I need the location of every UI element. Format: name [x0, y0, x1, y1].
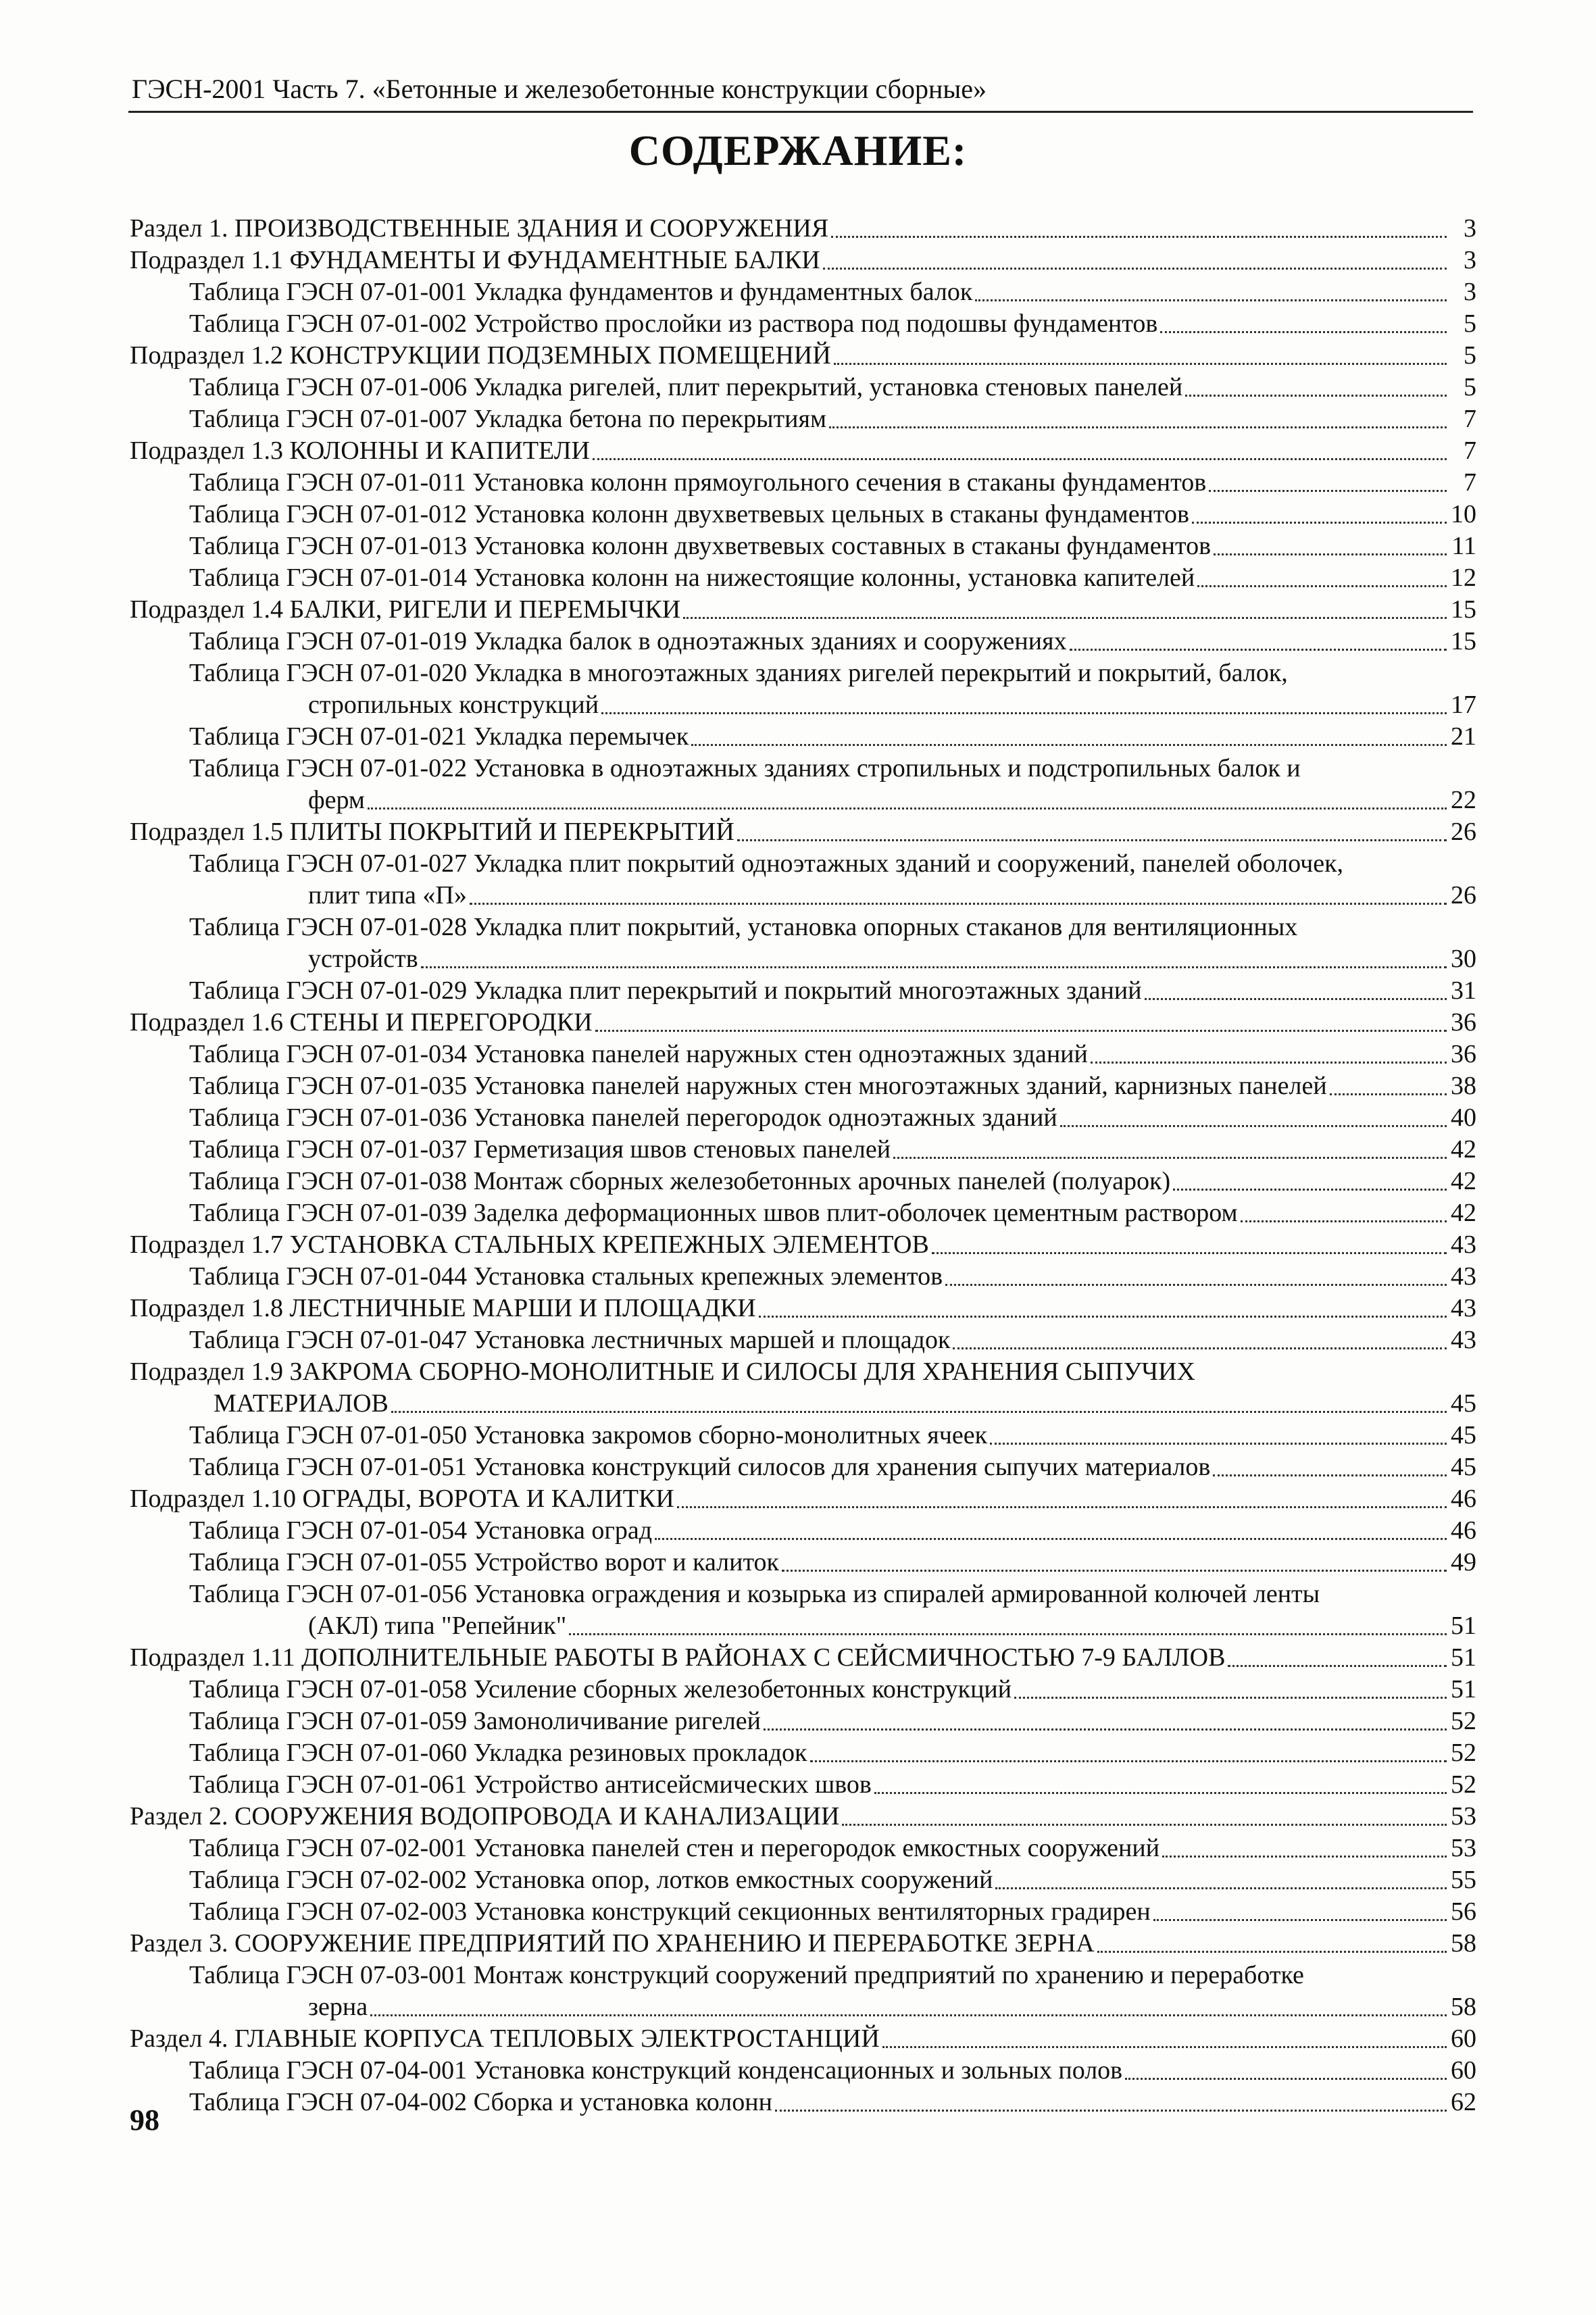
toc-entry — [130, 975, 1476, 1007]
toc-entry-text: Таблица ГЭСН 07-01-054 Установка оград — [189, 1516, 653, 1545]
toc-entry-text: Таблица ГЭСН 07-01-029 Укладка плит перекрытий и покрытий многоэтажных зданий — [189, 976, 1142, 1005]
toc-page-number: 12 — [1451, 564, 1476, 592]
toc-entry-text: Таблица ГЭСН 07-01-022 Установка в одноэтажных зданиях стропильных и подстропильных балок и — [189, 754, 1301, 782]
toc-page-number: 15 — [1451, 595, 1476, 624]
toc-entry — [130, 785, 1476, 816]
toc-entry-line — [130, 753, 1476, 785]
toc-entry-text: Таблица ГЭСН 07-02-003 Установка конструкций секционных вентиляторных градирен — [189, 1897, 1151, 1926]
dot-leader — [1097, 1950, 1447, 1953]
toc-page-number: 36 — [1451, 1008, 1476, 1037]
toc-entry — [130, 1547, 1476, 1578]
toc-entry-text: Таблица ГЭСН 07-01-038 Монтаж сборных железобетонных арочных панелей (полуарок) — [189, 1167, 1171, 1195]
dot-leader — [842, 1823, 1447, 1826]
dot-leader — [1209, 489, 1447, 492]
toc-page-number: 58 — [1451, 1993, 1476, 2021]
toc-page-number: 51 — [1451, 1612, 1476, 1640]
running-header: ГЭСН-2001 Часть 7. «Бетонные и железобетонные конструкции сборные» — [132, 74, 987, 104]
toc-entry — [130, 1102, 1476, 1134]
toc-page-number: 26 — [1451, 818, 1476, 846]
toc-page-number: 17 — [1451, 691, 1476, 719]
toc-entry-text: Таблица ГЭСН 07-01-055 Устройство ворот и калиток — [189, 1548, 780, 1576]
dot-leader — [655, 1537, 1447, 1540]
toc-entry — [130, 1293, 1476, 1324]
dot-leader — [1192, 521, 1447, 524]
toc-page-number: 22 — [1451, 786, 1476, 814]
dot-leader — [831, 235, 1447, 238]
toc-page-number: 62 — [1451, 2088, 1476, 2116]
toc-page-number: 43 — [1451, 1230, 1476, 1259]
toc-entry-text-continued: (АКЛ) типа "Репейник" — [308, 1612, 567, 1640]
toc-entry — [130, 1706, 1476, 1737]
dot-leader — [677, 1505, 1447, 1508]
toc-entry — [130, 308, 1476, 340]
toc-page-number: 42 — [1451, 1167, 1476, 1195]
dot-leader — [391, 1410, 1447, 1413]
toc-entry-text: Подраздел 1.2 КОНСТРУКЦИИ ПОДЗЕМНЫХ ПОМЕЩЕНИЙ — [130, 341, 831, 370]
toc-page-number: 3 — [1464, 214, 1476, 243]
dot-leader — [1213, 1474, 1447, 1476]
toc-page-number: 31 — [1451, 976, 1476, 1005]
toc-entry-text: Таблица ГЭСН 07-01-060 Укладка резиновых прокладок — [189, 1739, 807, 1767]
dot-leader — [595, 1029, 1447, 1032]
toc-entry-text: Таблица ГЭСН 07-01-001 Укладка фундаментов и фундаментных балок — [189, 278, 973, 306]
dot-leader — [569, 1633, 1447, 1635]
toc-page-number: 45 — [1451, 1389, 1476, 1418]
dot-leader — [1160, 330, 1447, 333]
dot-leader — [421, 966, 1447, 968]
page-number: 98 — [130, 2104, 159, 2137]
toc-entry — [130, 1864, 1476, 1896]
toc-entry-text: Таблица ГЭСН 07-01-007 Укладка бетона по перекрытиям — [189, 405, 826, 433]
dot-leader — [737, 839, 1447, 841]
toc-entry — [130, 403, 1476, 435]
dot-leader — [1241, 1220, 1447, 1222]
toc-entry — [130, 721, 1476, 753]
toc-entry-text: Таблица ГЭСН 07-04-001 Установка конструкций конденсационных и зольных полов — [189, 2056, 1123, 2085]
toc-entry-text: Таблица ГЭСН 07-01-013 Установка колонн двухветвевых составных в стаканы фундаментов — [189, 532, 1212, 560]
toc-page-number: 42 — [1451, 1199, 1476, 1227]
toc-entry-text: Таблица ГЭСН 07-01-035 Установка панелей наружных стен многоэтажных зданий, карнизных панелей — [189, 1072, 1327, 1100]
toc-page-number: 10 — [1451, 500, 1476, 528]
toc-page-number: 43 — [1451, 1294, 1476, 1322]
dot-leader — [370, 2014, 1447, 2016]
toc-page-number: 43 — [1451, 1262, 1476, 1291]
dot-leader — [829, 426, 1447, 428]
toc-entry-text: Таблица ГЭСН 07-01-036 Установка панелей перегородок одноэтажных зданий — [189, 1103, 1057, 1132]
toc-entry — [130, 499, 1476, 530]
toc-entry — [130, 594, 1476, 626]
dot-leader — [782, 1569, 1447, 1572]
dot-leader — [683, 616, 1447, 619]
toc-entry — [130, 2023, 1476, 2055]
toc-entry — [130, 1483, 1476, 1515]
toc-entry — [130, 276, 1476, 308]
toc-entry-text: Таблица ГЭСН 07-01-020 Укладка в многоэтажных зданиях ригелей перекрытий и покрытий, балок, — [189, 659, 1288, 687]
toc-entry — [130, 1166, 1476, 1197]
toc-entry — [130, 1515, 1476, 1547]
toc-page-number: 49 — [1451, 1548, 1476, 1576]
toc-entry — [130, 1642, 1476, 1674]
dot-leader — [601, 712, 1447, 714]
toc-entry-text: Подраздел 1.8 ЛЕСТНИЧНЫЕ МАРШИ И ПЛОЩАДКИ — [130, 1294, 756, 1322]
toc-entry-text: Таблица ГЭСН 07-01-019 Укладка балок в одноэтажных зданиях и сооружениях — [189, 627, 1067, 655]
dot-leader — [882, 2045, 1447, 2048]
toc-entry-text-continued: ферм — [308, 786, 365, 814]
toc-entry-line — [130, 1960, 1476, 1991]
toc-page-number: 46 — [1451, 1485, 1476, 1513]
dot-leader — [775, 2109, 1447, 2112]
toc-entry-text: Таблица ГЭСН 07-01-050 Установка закромов сборно-монолитных ячеек — [189, 1421, 988, 1449]
dot-leader — [1214, 553, 1447, 555]
toc-entry-text: Таблица ГЭСН 07-01-027 Укладка плит покрытий одноэтажных зданий и сооружений, панелей оболочек, — [189, 849, 1344, 878]
toc-entry — [130, 880, 1476, 912]
toc-entry — [130, 1991, 1476, 2023]
toc-entry — [130, 2055, 1476, 2087]
dot-leader — [823, 267, 1447, 270]
dot-leader — [593, 457, 1447, 460]
toc-page-number: 60 — [1451, 2024, 1476, 2053]
toc-page-number: 52 — [1451, 1739, 1476, 1767]
toc-entry — [130, 1261, 1476, 1293]
dot-leader — [1145, 997, 1447, 1000]
toc-entry-text: Подраздел 1.6 СТЕНЫ И ПЕРЕГОРОДКИ — [130, 1008, 593, 1037]
toc-page-number: 3 — [1464, 246, 1476, 274]
toc-entry-text: Таблица ГЭСН 07-01-058 Усиление сборных железобетонных конструкций — [189, 1675, 1012, 1703]
toc-entry-text: Таблица ГЭСН 07-01-051 Установка конструкций силосов для хранения сыпучих материалов — [189, 1453, 1211, 1481]
toc-page-number: 7 — [1464, 405, 1476, 433]
toc-entry — [130, 1324, 1476, 1356]
toc-entry-text: Таблица ГЭСН 07-01-021 Укладка перемычек — [189, 722, 689, 751]
toc-page-number: 51 — [1451, 1643, 1476, 1672]
toc-entry-text: Таблица ГЭСН 07-01-028 Укладка плит покрытий, установка опорных стаканов для вентиляционных — [189, 913, 1298, 941]
toc-page-number: 46 — [1451, 1516, 1476, 1545]
toc-entry-text: Подраздел 1.10 ОГРАДЫ, ВОРОТА И КАЛИТКИ — [130, 1485, 674, 1513]
table-of-contents — [130, 213, 1476, 2118]
dot-leader — [759, 1315, 1447, 1318]
toc-entry-text: Таблица ГЭСН 07-01-002 Устройство прослойки из раствора под подошвы фундаментов — [189, 309, 1158, 338]
dot-leader — [834, 362, 1447, 365]
toc-entry-text: Раздел 3. СООРУЖЕНИЕ ПРЕДПРИЯТИЙ ПО ХРАНЕНИЮ И ПЕРЕРАБОТКЕ ЗЕРНА — [130, 1929, 1095, 1958]
toc-entry-text: Таблица ГЭСН 07-03-001 Монтаж конструкций сооружений предприятий по хранению и переработке — [189, 1961, 1304, 1989]
toc-entry — [130, 1737, 1476, 1769]
toc-page-number: 30 — [1451, 945, 1476, 973]
toc-entry-text-continued: стропильных конструкций — [308, 691, 599, 719]
dot-leader — [1091, 1061, 1447, 1064]
page-title: СОДЕРЖАНИЕ: — [628, 126, 968, 174]
dot-leader — [1125, 2077, 1447, 2080]
toc-entry — [130, 1197, 1476, 1229]
dot-leader — [1162, 1855, 1447, 1858]
toc-entry-text: Таблица ГЭСН 07-01-006 Укладка ригелей, плит перекрытий, установка стеновых панелей — [189, 373, 1183, 401]
toc-page-number: 51 — [1451, 1675, 1476, 1703]
toc-entry-text: Таблица ГЭСН 07-01-061 Устройство антисейсмических швов — [189, 1770, 872, 1799]
toc-entry — [130, 1769, 1476, 1801]
toc-entry-text: Таблица ГЭСН 07-01-011 Установка колонн прямоугольного сечения в стаканы фундаментов — [189, 468, 1207, 497]
toc-page-number: 52 — [1451, 1770, 1476, 1799]
toc-page-number: 42 — [1451, 1135, 1476, 1164]
toc-page-number: 43 — [1451, 1326, 1476, 1354]
dot-leader — [1330, 1093, 1447, 1095]
toc-entry — [130, 562, 1476, 594]
dot-leader — [1197, 584, 1447, 587]
toc-entry-text: Подраздел 1.5 ПЛИТЫ ПОКРЫТИЙ И ПЕРЕКРЫТИЙ — [130, 818, 734, 846]
dot-leader — [1070, 648, 1447, 651]
toc-entry — [130, 1674, 1476, 1706]
toc-entry-text: Раздел 4. ГЛАВНЫЕ КОРПУСА ТЕПЛОВЫХ ЭЛЕКТРОСТАНЦИЙ — [130, 2024, 880, 2053]
toc-entry — [130, 213, 1476, 245]
toc-entry-text: Подраздел 1.3 КОЛОННЫ И КАПИТЕЛИ — [130, 437, 590, 465]
toc-entry-text-continued: устройств — [308, 945, 418, 973]
toc-page-number: 56 — [1451, 1897, 1476, 1926]
toc-entry-text: Подраздел 1.1 ФУНДАМЕНТЫ И ФУНДАМЕНТНЫЕ БАЛКИ — [130, 246, 820, 274]
toc-page-number: 5 — [1464, 341, 1476, 370]
dot-leader — [932, 1251, 1447, 1254]
toc-entry-line — [130, 1356, 1476, 1388]
toc-entry — [130, 1451, 1476, 1483]
toc-entry — [130, 1896, 1476, 1928]
toc-entry-text: Подраздел 1.9 ЗАКРОМА СБОРНО-МОНОЛИТНЫЕ И СИЛОСЫ ДЛЯ ХРАНЕНИЯ СЫПУЧИХ — [130, 1358, 1195, 1386]
toc-page-number: 3 — [1464, 278, 1476, 306]
toc-page-number: 11 — [1451, 532, 1476, 560]
dot-leader — [1185, 394, 1447, 397]
toc-entry — [130, 626, 1476, 657]
toc-page-number: 40 — [1451, 1103, 1476, 1132]
toc-entry-text: Таблица ГЭСН 07-01-037 Герметизация швов стеновых панелей — [189, 1135, 891, 1164]
toc-entry-text: Подраздел 1.11 ДОПОЛНИТЕЛЬНЫЕ РАБОТЫ В РАЙОНАХ С СЕЙСМИЧНОСТЬЮ 7-9 БАЛЛОВ — [130, 1643, 1226, 1672]
toc-page-number: 26 — [1451, 881, 1476, 910]
toc-entry — [130, 1134, 1476, 1166]
toc-page-number: 36 — [1451, 1040, 1476, 1068]
dot-leader — [995, 1887, 1447, 1889]
toc-page-number: 53 — [1451, 1834, 1476, 1862]
toc-entry-line — [130, 848, 1476, 880]
dot-leader — [470, 902, 1447, 905]
toc-entry-text: Раздел 2. СООРУЖЕНИЯ ВОДОПРОВОДА И КАНАЛИЗАЦИИ — [130, 1802, 840, 1831]
dot-leader — [1060, 1124, 1447, 1127]
toc-entry — [130, 1070, 1476, 1102]
toc-entry — [130, 1039, 1476, 1070]
toc-entry-line — [130, 912, 1476, 943]
dot-leader — [945, 1283, 1447, 1286]
toc-page-number: 7 — [1464, 437, 1476, 465]
toc-entry — [130, 1388, 1476, 1420]
toc-entry-text: Подраздел 1.4 БАЛКИ, РИГЕЛИ И ПЕРЕМЫЧКИ — [130, 595, 681, 624]
dot-leader — [990, 1442, 1447, 1445]
toc-entry-text: Таблица ГЭСН 07-01-034 Установка панелей наружных стен одноэтажных зданий — [189, 1040, 1088, 1068]
dot-leader — [691, 743, 1447, 746]
toc-entry — [130, 943, 1476, 975]
toc-entry — [130, 435, 1476, 467]
toc-page-number: 55 — [1451, 1866, 1476, 1894]
toc-entry — [130, 1007, 1476, 1039]
toc-entry — [130, 340, 1476, 372]
toc-entry — [130, 1229, 1476, 1261]
toc-page-number: 52 — [1451, 1707, 1476, 1735]
dot-leader — [893, 1156, 1447, 1159]
toc-entry — [130, 689, 1476, 721]
toc-entry-text-continued: зерна — [308, 1993, 368, 2021]
dot-leader — [368, 807, 1447, 810]
toc-page-number: 38 — [1451, 1072, 1476, 1100]
toc-entry — [130, 2087, 1476, 2118]
dot-leader — [975, 299, 1447, 301]
toc-entry-text: Таблица ГЭСН 07-04-002 Сборка и установка колонн — [189, 2088, 772, 2116]
toc-entry — [130, 1420, 1476, 1451]
header-rule — [128, 111, 1473, 113]
dot-leader — [953, 1347, 1447, 1349]
toc-entry — [130, 372, 1476, 403]
toc-page-number: 15 — [1451, 627, 1476, 655]
toc-entry-text-continued: МАТЕРИАЛОВ — [214, 1389, 389, 1418]
toc-page-number: 5 — [1464, 309, 1476, 338]
toc-page-number: 5 — [1464, 373, 1476, 401]
toc-entry-text: Таблица ГЭСН 07-01-059 Замоноличивание ригелей — [189, 1707, 762, 1735]
toc-page-number: 45 — [1451, 1421, 1476, 1449]
toc-entry-text: Таблица ГЭСН 07-01-047 Установка лестничных маршей и площадок — [189, 1326, 951, 1354]
toc-entry-text: Подраздел 1.7 УСТАНОВКА СТАЛЬНЫХ КРЕПЕЖНЫХ ЭЛЕМЕНТОВ — [130, 1230, 929, 1259]
toc-entry-line — [130, 657, 1476, 689]
toc-entry-text: Раздел 1. ПРОИЗВОДСТВЕННЫЕ ЗДАНИЯ И СООРУЖЕНИЯ — [130, 214, 829, 243]
toc-page-number: 53 — [1451, 1802, 1476, 1831]
toc-page-number: 60 — [1451, 2056, 1476, 2085]
toc-entry — [130, 1801, 1476, 1833]
toc-entry-text: Таблица ГЭСН 07-01-014 Установка колонн на нижестоящие колонны, установка капителей — [189, 564, 1195, 592]
toc-entry-text: Таблица ГЭСН 07-02-001 Установка панелей стен и перегородок емкостных сооружений — [189, 1834, 1160, 1862]
toc-entry-text-continued: плит типа «П» — [308, 881, 467, 910]
toc-page-number: 7 — [1464, 468, 1476, 497]
dot-leader — [1014, 1696, 1447, 1699]
toc-page-number: 21 — [1451, 722, 1476, 751]
dot-leader — [1228, 1664, 1447, 1667]
dot-leader — [764, 1728, 1447, 1731]
toc-entry — [130, 467, 1476, 499]
toc-entry — [130, 1928, 1476, 1960]
dot-leader — [1153, 1918, 1447, 1921]
toc-entry — [130, 530, 1476, 562]
toc-entry-text: Таблица ГЭСН 07-01-044 Установка стальных крепежных элементов — [189, 1262, 943, 1291]
toc-entry — [130, 1610, 1476, 1642]
toc-page-number: 58 — [1451, 1929, 1476, 1958]
toc-entry — [130, 816, 1476, 848]
toc-entry-text: Таблица ГЭСН 07-01-012 Установка колонн двухветвевых цельных в стаканы фундаментов — [189, 500, 1189, 528]
dot-leader — [1173, 1188, 1447, 1191]
dot-leader — [810, 1760, 1447, 1762]
toc-entry — [130, 1833, 1476, 1864]
dot-leader — [874, 1791, 1447, 1794]
toc-entry-text: Таблица ГЭСН 07-01-056 Установка ограждения и козырька из спиралей армированной колючей ленты — [189, 1580, 1320, 1608]
toc-entry — [130, 245, 1476, 276]
toc-entry-line — [130, 1578, 1476, 1610]
toc-entry-text: Таблица ГЭСН 07-02-002 Установка опор, лотков емкостных сооружений — [189, 1866, 993, 1894]
toc-page-number: 45 — [1451, 1453, 1476, 1481]
toc-entry-text: Таблица ГЭСН 07-01-039 Заделка деформационных швов плит-оболочек цементным раствором — [189, 1199, 1238, 1227]
